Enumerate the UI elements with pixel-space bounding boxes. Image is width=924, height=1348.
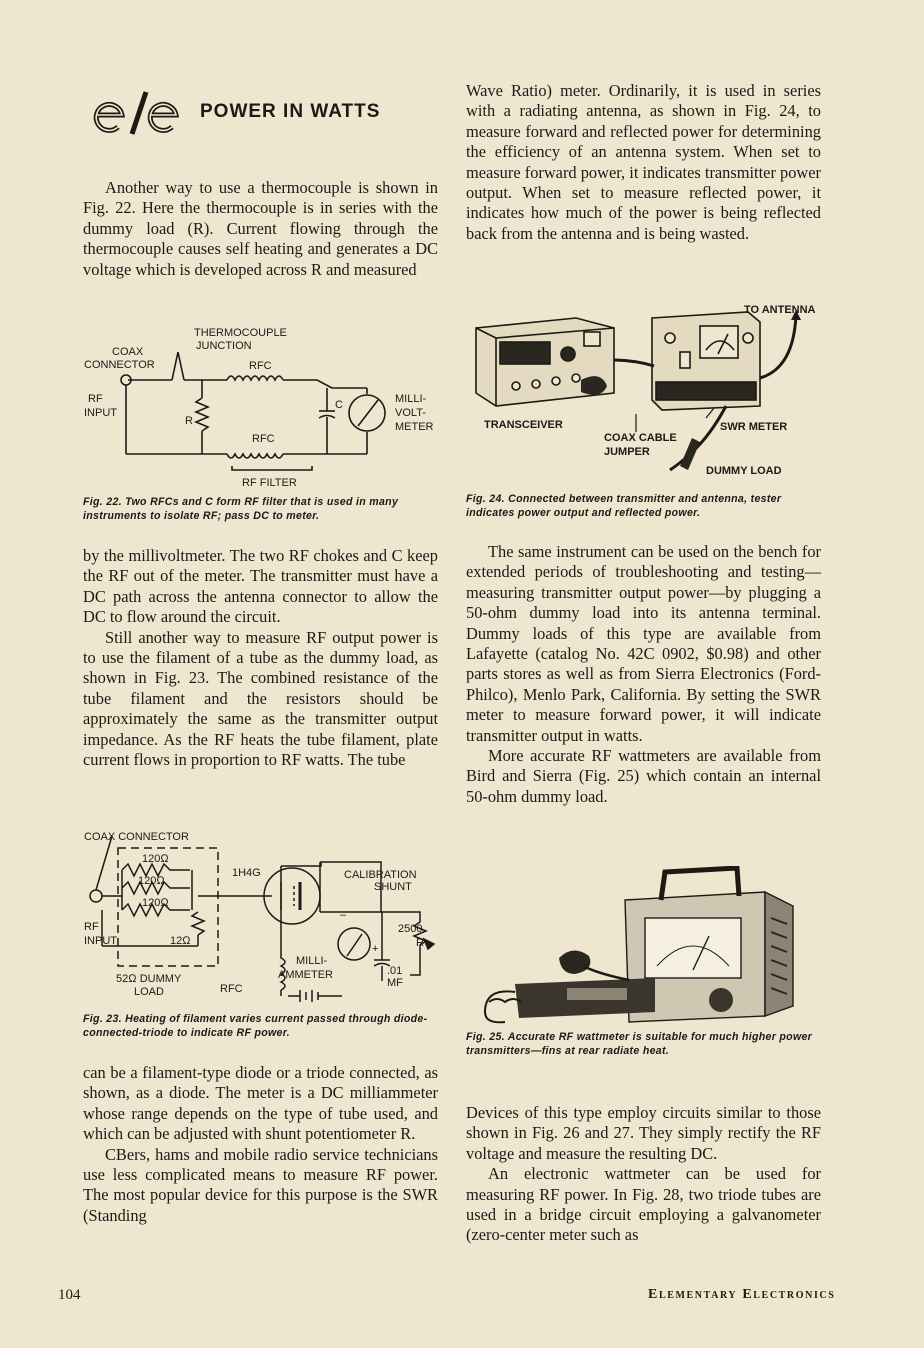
svg-text:RF: RF: [88, 393, 103, 405]
paragraph: Wave Ratio) meter. Ordinarily, it is used in series with a radiating antenna, as shown in Fig. 24, to measure forward and reflected power for determining the efficiency of an antenna system. When set to measure forward power, it indicates transmitter power output. When set to measure reflected power, it indicates how much of the power is being reflected back from the antenna and is being wasted.: [466, 81, 821, 243]
svg-text:JUNCTION: JUNCTION: [196, 340, 252, 352]
fig24-caption: Fig. 24. Connected between transmitter and antenna, tester indicates power output and reflected power.: [466, 493, 782, 519]
svg-text:R: R: [416, 937, 424, 949]
svg-text:1H4G: 1H4G: [232, 867, 261, 879]
paragraph: An electronic wattmeter can be used for measuring RF power. In Fig. 28, two triode tubes are used in a bridge circuit employing a galvanometer (zero-center meter such as: [466, 1164, 821, 1245]
svg-text:12Ω: 12Ω: [170, 935, 191, 947]
paragraph: More accurate RF wattmeters are available from Bird and Sierra (Fig. 25) which contain an internal 50-ohm dummy load.: [466, 746, 821, 806]
article-title: POWER IN WATTS: [200, 101, 381, 122]
svg-text:–: –: [340, 909, 347, 921]
svg-text:JUMPER: JUMPER: [604, 446, 650, 458]
svg-text:VOLT-: VOLT-: [395, 407, 426, 419]
svg-text:COAX CABLE: COAX CABLE: [604, 432, 677, 444]
svg-text:R: R: [185, 415, 193, 427]
paragraph: by the millivoltmeter. The two RF chokes and C keep the RF out of the meter. The transmitter must have a DC path across the antenna connector to allow the DC to flow around the circuit.: [83, 546, 438, 627]
paragraph: The same instrument can be used on the bench for extended periods of troubleshooting and testing—measuring transmitter output power—by plugging a 50-ohm dummy load into its antenna terminal. Dummy loads of this type are available from Lafayette (catalog No. 42C 0902, $0.98) and other parts stores as well as from Sierra Electronics (Ford-Philco), Menlo Park, California. By setting the SWR meter to measure forward power, it will indicate transmitter output in watts.: [466, 542, 821, 745]
svg-text:DUMMY LOAD: DUMMY LOAD: [706, 465, 782, 477]
svg-text:SWR METER: SWR METER: [720, 421, 788, 433]
svg-text:METER: METER: [395, 421, 434, 433]
svg-text:CALIBRATION: CALIBRATION: [344, 869, 417, 881]
svg-text:COAX: COAX: [112, 346, 144, 358]
fig22-caption: Fig. 22. Two RFCs and C form RF filter that is used in many instruments to isolate RF; pass DC to meter.: [83, 496, 399, 522]
svg-text:SHUNT: SHUNT: [374, 881, 412, 893]
svg-text:MF: MF: [387, 977, 403, 989]
fig25-photo: [475, 866, 815, 1026]
svg-text:2500: 2500: [398, 923, 423, 935]
paragraph: CBers, hams and mobile radio service technicians use less complicated means to measure RF power. The most popular device for this purpose is the SWR (Standing: [83, 1144, 438, 1225]
svg-text:.01: .01: [387, 965, 403, 977]
fig23-schematic: [82, 826, 442, 1006]
fig24-illustration: [466, 298, 826, 488]
svg-text:120Ω: 120Ω: [138, 875, 165, 887]
ee-logo: [88, 88, 188, 138]
svg-text:RF: RF: [84, 921, 99, 933]
svg-text:CONNECTOR: CONNECTOR: [84, 359, 155, 371]
svg-text:AMMETER: AMMETER: [278, 969, 333, 981]
paragraph: Devices of this type employ circuits similar to those shown in Fig. 26 and 27. They simply rectify the RF voltage and measure the resulting DC.: [466, 1103, 821, 1163]
running-title: Elementary Electronics: [648, 1287, 836, 1302]
svg-text:RFC: RFC: [249, 360, 272, 372]
svg-text:INPUT: INPUT: [84, 407, 117, 419]
svg-text:RFC: RFC: [252, 433, 275, 445]
fig23-caption: Fig. 23. Heating of filament varies current passed through diode-connected-triode to indicate RF power.: [83, 1013, 428, 1039]
svg-text:120Ω: 120Ω: [142, 897, 169, 909]
svg-text:C: C: [335, 399, 343, 411]
svg-text:RF FILTER: RF FILTER: [242, 477, 297, 489]
fig22-schematic: [82, 322, 440, 492]
svg-text:e/e: [138, 136, 139, 137]
svg-text:COAX CONNECTOR: COAX CONNECTOR: [84, 831, 189, 843]
paragraph: Another way to use a thermocouple is shown in Fig. 22. Here the thermocouple is in series with the dummy load (R). Current flowing through the thermocouple causes self heating and generates a DC voltage which is developed across R and measured: [83, 178, 438, 279]
svg-text:TRANSCEIVER: TRANSCEIVER: [484, 419, 563, 431]
svg-text:THERMOCOUPLE: THERMOCOUPLE: [194, 327, 287, 339]
svg-text:INPUT: INPUT: [84, 935, 117, 947]
svg-text:MILLI-: MILLI-: [395, 393, 427, 405]
svg-text:120Ω: 120Ω: [142, 853, 169, 865]
svg-text:TO ANTENNA: TO ANTENNA: [744, 304, 816, 316]
paragraph: can be a filament-type diode or a triode connected, as shown, as a diode. The meter is a DC milliammeter whose range depends on the type of tube used, and which can be adjusted with shunt potentiometer R.: [83, 1063, 438, 1144]
svg-text:52Ω DUMMY: 52Ω DUMMY: [116, 973, 182, 985]
fig25-caption: Fig. 25. Accurate RF wattmeter is suitable for much higher power transmitters—fins at rear radiate heat.: [466, 1031, 813, 1057]
svg-text:LOAD: LOAD: [134, 986, 164, 998]
svg-text:RFC: RFC: [220, 983, 243, 995]
svg-text:MILLI-: MILLI-: [296, 955, 328, 967]
paragraph: Still another way to measure RF output power is to use the filament of a tube as the dummy load, as shown in Fig. 23. The combined resistance of the tube filament and the resistors should be approximately the same as the transmitter output impedance. As the RF heats the tube filament, plate current flows in proportion to RF watts. The tube: [83, 627, 438, 770]
page-number: 104: [58, 1287, 81, 1303]
svg-text:+: +: [372, 943, 379, 955]
